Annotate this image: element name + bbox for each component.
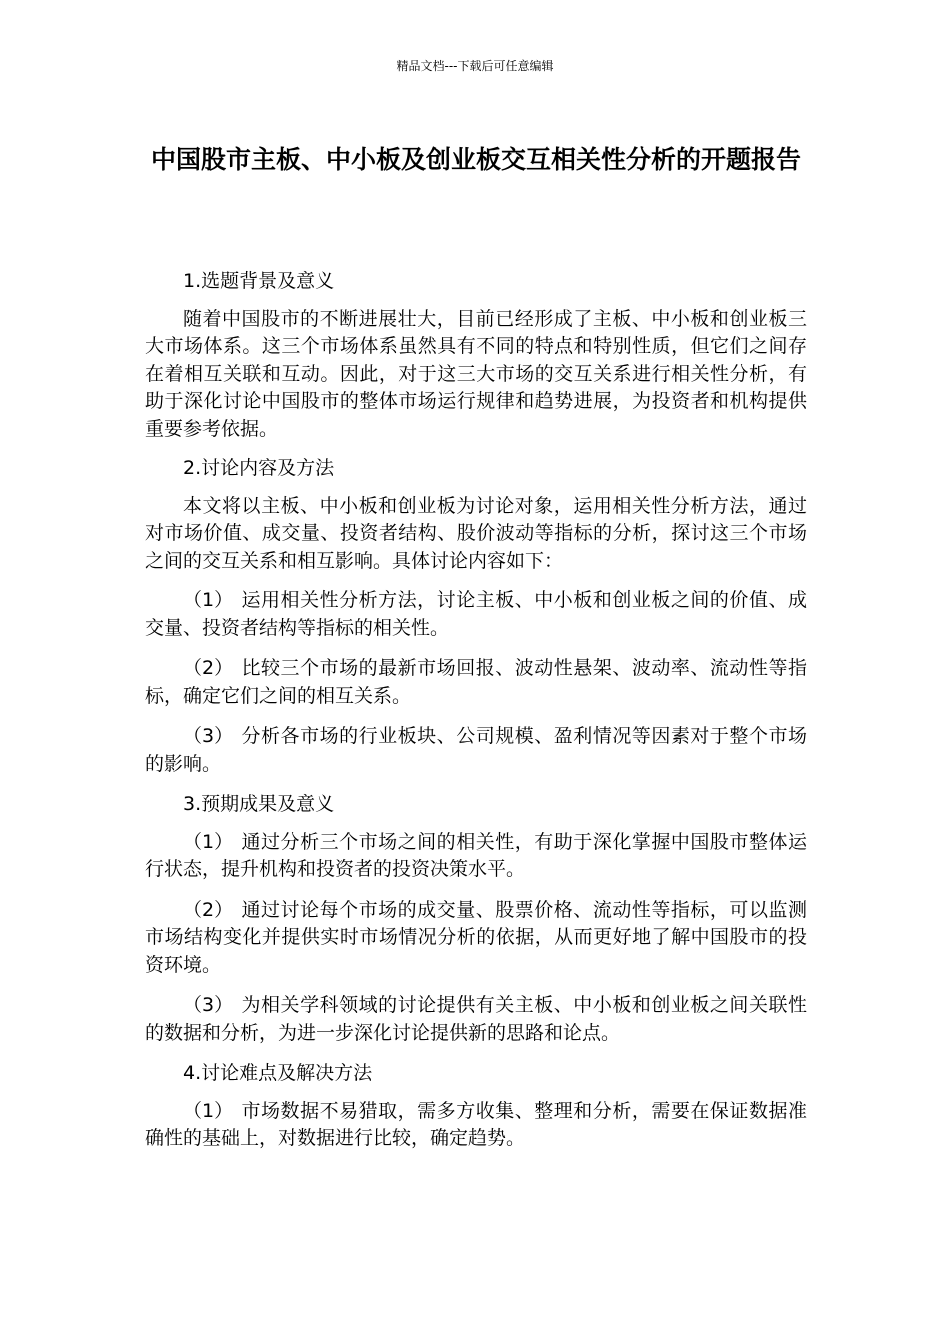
section-heading: 4.讨论难点及解决方法	[183, 1062, 373, 1084]
list-item-text: 运用相关性分析方法，讨论主板、中小板和创业板之间的价值、成交量、投资者结构等指标的相关性。	[145, 589, 807, 639]
list-item	[145, 587, 807, 642]
list-item-number: （1）	[183, 1099, 234, 1122]
page-header: 精品文档---下载后可任意编辑	[396, 59, 554, 73]
paragraph: 本文将以主板、中小板和创业板为讨论对象，运用相关性分析方法，通过对市场价值、成交量、投资者结构、股价波动等指标的分析，探讨这三个市场之间的交互关系和相互影响。具体讨论内容如下：	[145, 494, 807, 572]
list-item-text: 为相关学科领域的讨论提供有关主板、中小板和创业板之间关联性的数据和分析，为进一步深化讨论提供新的思路和论点。	[145, 994, 807, 1044]
list-item-number: （1）	[183, 830, 234, 853]
section-heading: 3.预期成果及意义	[183, 793, 335, 815]
list-item-text: 比较三个市场的最新市场回报、波动性悬架、波动率、流动性等指标，确定它们之间的相互关系。	[145, 657, 807, 707]
document-body	[145, 268, 807, 1166]
list-item-number: （3）	[183, 994, 234, 1016]
paragraph: 随着中国股市的不断进展壮大，目前已经形成了主板、中小板和创业板三大市场体系。这三个市场体系虽然具有不同的特点和特别性质，但它们之间存在着相互关联和互动。因此，对于这三大市场的交互关系进行相关性分析，有助于深化讨论中国股市的整体市场运行规律和趋势进展，为投资者和机构提供重要参考依据。	[145, 307, 807, 440]
list-item-text: 市场数据不易猎取，需多方收集、整理和分析，需要在保证数据准确性的基础上，对数据进行比较，确定趋势。	[145, 1099, 807, 1149]
list-item-number: （2）	[183, 898, 234, 921]
document-title: 中国股市主板、中小板及创业板交互相关性分析的开题报告	[150, 145, 801, 174]
list-item	[145, 829, 807, 884]
section-heading: 1.选题背景及意义	[183, 270, 335, 292]
list-item	[145, 992, 807, 1047]
list-item-number: （2）	[183, 657, 234, 679]
list-item-text: 通过讨论每个市场的成交量、股票价格、流动性等指标，可以监测市场结构变化并提供实时市场情况分析的依据，从而更好地了解中国股市的投资环境。	[145, 898, 807, 976]
list-item-text: 通过分析三个市场之间的相关性，有助于深化掌握中国股市整体运行状态，提升机构和投资者的投资决策水平。	[145, 830, 807, 880]
list-item-number: （3）	[183, 725, 234, 747]
list-item	[145, 897, 807, 980]
list-item-text: 分析各市场的行业板块、公司规模、盈利情况等因素对于整个市场的影响。	[145, 725, 807, 775]
section-heading: 2.讨论内容及方法	[183, 457, 335, 479]
list-item-number: （1）	[183, 589, 234, 611]
list-item	[145, 655, 807, 710]
list-item	[145, 723, 807, 778]
list-item	[145, 1098, 807, 1153]
